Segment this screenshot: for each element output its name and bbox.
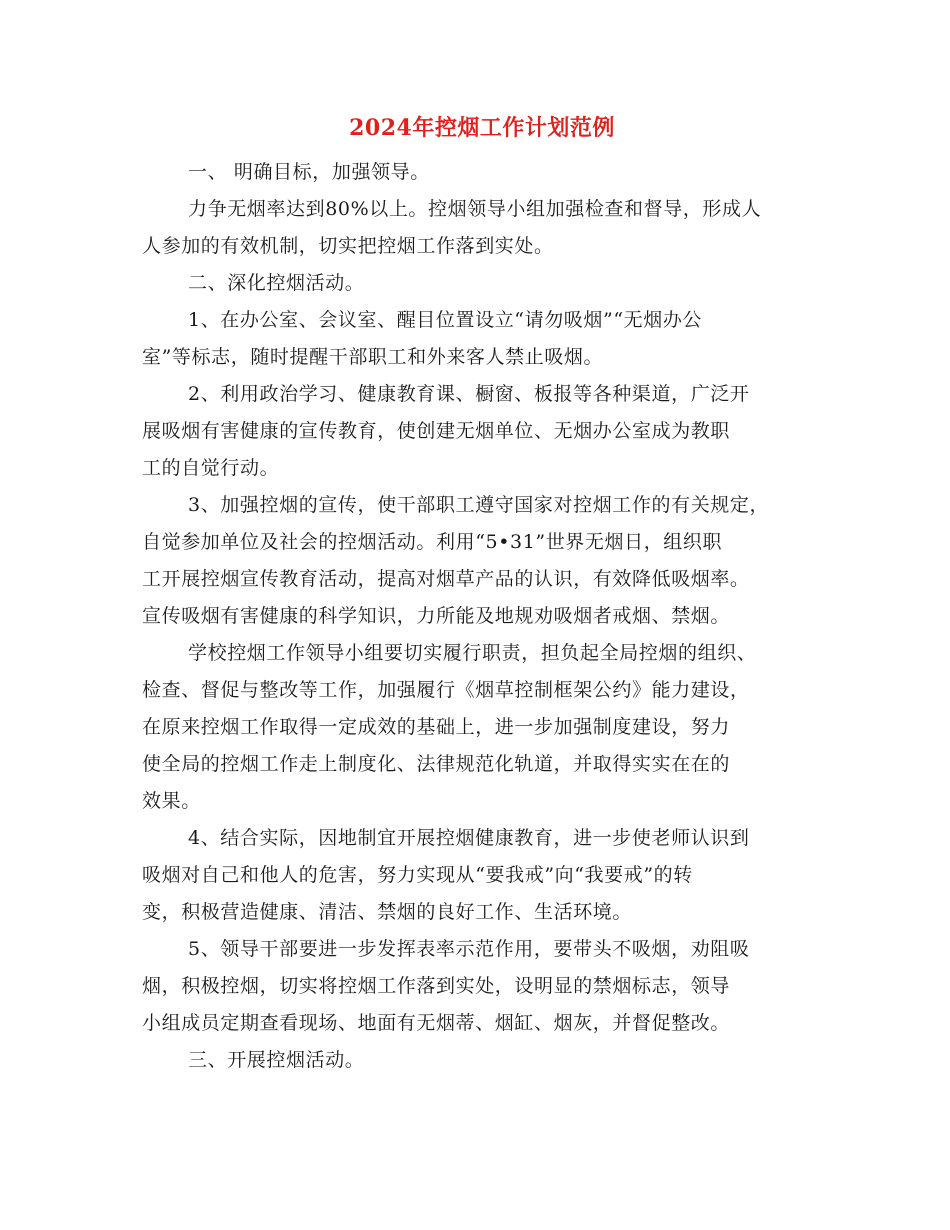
text-line: 3、加强控烟的宣传，使干部职工遵守国家对控烟工作的有关规定， bbox=[188, 494, 770, 516]
text-line: 小组成员定期查看现场、地面有无烟蒂、烟缸、烟灰，并督促整改。 bbox=[142, 1012, 731, 1034]
text-line: 展吸烟有害健康的宣传教育，使创建无烟单位、无烟办公室成为教职 bbox=[142, 420, 731, 442]
text-line: 效果。 bbox=[142, 790, 201, 812]
text-line: 1、在办公室、会议室、醒目位置设立“请勿吸烟”“无烟办公 bbox=[188, 309, 703, 331]
text-line: 自觉参加单位及社会的控烟活动。利用“5•31”世界无烟日，组织职 bbox=[142, 531, 723, 553]
document-title: 2024年控烟工作计划范例 bbox=[349, 115, 615, 141]
document-page bbox=[142, 112, 822, 1079]
text-line: 烟，积极控烟，切实将控烟工作落到实处，设明显的禁烟标志，领导 bbox=[142, 975, 731, 997]
text-line: 在原来控烟工作取得一定成效的基础上，进一步加强制度建设，努力 bbox=[142, 716, 731, 738]
text-line: 5、领导干部要进一步发挥表率示范作用，要带头不吸烟，劝阻吸 bbox=[188, 938, 750, 960]
paragraph bbox=[142, 302, 822, 376]
paragraph bbox=[142, 154, 822, 191]
paragraph bbox=[142, 191, 822, 265]
text-line: 力争无烟率达到80%以上。控烟领导小组加强检查和督导，形成人 bbox=[188, 198, 762, 220]
text-line: 一、 明确目标，加强领导。 bbox=[188, 161, 430, 183]
paragraph bbox=[142, 820, 822, 931]
text-line: 宣传吸烟有害健康的科学知识，力所能及地规劝吸烟者戒烟、禁烟。 bbox=[142, 605, 731, 627]
paragraph bbox=[142, 376, 822, 487]
paragraph bbox=[142, 265, 822, 302]
text-line: 室”等标志，随时提醒干部职工和外来客人禁止吸烟。 bbox=[142, 346, 604, 368]
paragraph bbox=[142, 931, 822, 1042]
text-line: 学校控烟工作领导小组要切实履行职责，担负起全局控烟的组织、 bbox=[188, 642, 757, 664]
text-line: 工的自觉行动。 bbox=[142, 457, 280, 479]
text-line: 使全局的控烟工作走上制度化、法律规范化轨道，并取得实实在在的 bbox=[142, 753, 731, 775]
document-body bbox=[142, 154, 822, 1079]
text-line: 变，积极营造健康、清洁、禁烟的良好工作、生活环境。 bbox=[142, 901, 633, 923]
paragraph bbox=[142, 487, 822, 635]
text-line: 三、开展控烟活动。 bbox=[188, 1049, 365, 1071]
paragraph bbox=[142, 635, 822, 820]
text-line: 4、结合实际，因地制宜开展控烟健康教育，进一步使老师认识到 bbox=[188, 827, 750, 849]
text-line: 吸烟对自己和他人的危害，努力实现从“要我戒”向“我要戒”的转 bbox=[142, 864, 693, 886]
text-line: 2、利用政治学习、健康教育课、橱窗、板报等各种渠道，广泛开 bbox=[188, 383, 750, 405]
text-line: 人参加的有效机制，切实把控烟工作落到实处。 bbox=[142, 235, 554, 257]
text-line: 二、深化控烟活动。 bbox=[188, 272, 365, 294]
paragraph bbox=[142, 1042, 822, 1079]
text-line: 检查、督促与整改等工作，加强履行《烟草控制框架公约》能力建设， bbox=[142, 679, 750, 701]
text-line: 工开展控烟宣传教育活动，提高对烟草产品的认识，有效降低吸烟率。 bbox=[142, 568, 750, 590]
